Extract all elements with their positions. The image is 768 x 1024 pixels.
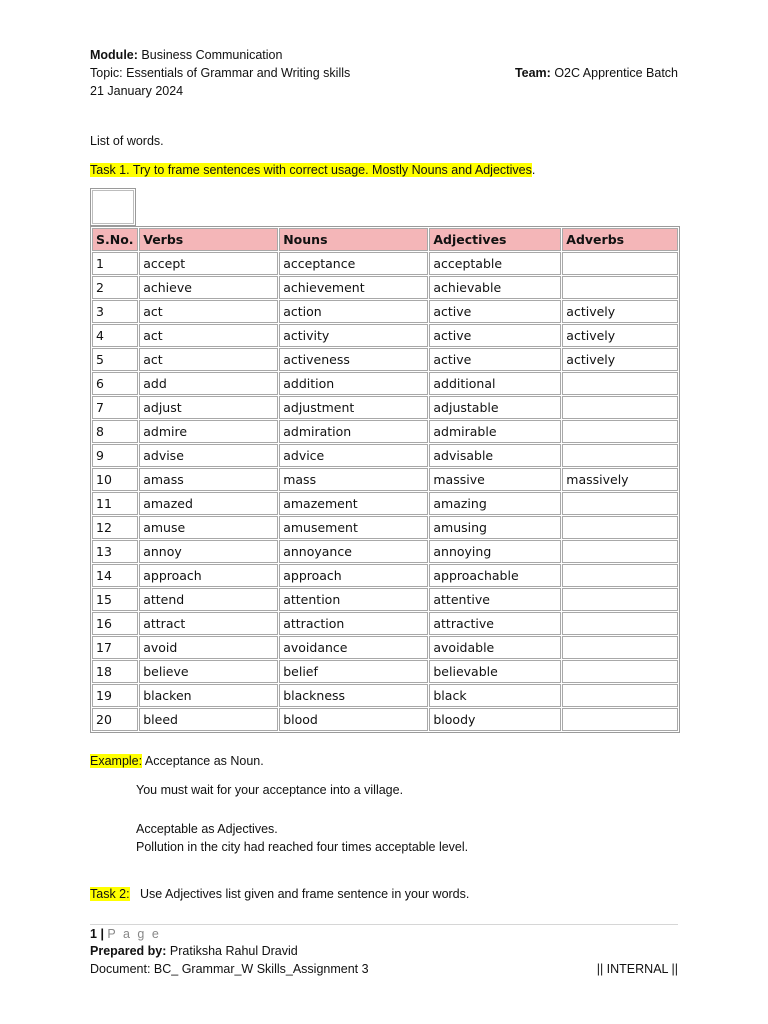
table-cell: amusing (429, 516, 561, 539)
table-cell: adjust (139, 396, 278, 419)
table-cell: additional (429, 372, 561, 395)
table-header-cell: Adverbs (562, 228, 678, 251)
table-cell: actively (562, 324, 678, 347)
table-cell: black (429, 684, 561, 707)
word-table (90, 226, 680, 733)
table-cell: approach (139, 564, 278, 587)
table-cell: amazing (429, 492, 561, 515)
example-text: Acceptance as Noun. (144, 754, 264, 768)
task1-text: Task 1. Try to frame sentences with correct usage. Mostly Nouns and Adjectives (90, 163, 532, 177)
example-line (90, 752, 264, 770)
page-word: P a g e (107, 927, 161, 941)
table-header-row (92, 228, 678, 251)
table-row (92, 276, 678, 299)
table-cell: attraction (279, 612, 428, 635)
table-cell: blood (279, 708, 428, 731)
table-row (92, 660, 678, 683)
table-cell: bleed (139, 708, 278, 731)
table-cell: 3 (92, 300, 138, 323)
table-cell: amazement (279, 492, 428, 515)
topic-team-line (90, 64, 678, 82)
task2-line (90, 885, 469, 903)
table-cell (562, 708, 678, 731)
task2-text: Use Adjectives list given and frame sentence in your words. (140, 887, 470, 901)
empty-table-cell (90, 188, 136, 226)
table-cell: massive (429, 468, 561, 491)
table-cell: accept (139, 252, 278, 275)
table-row (92, 612, 678, 635)
table-cell: avoidable (429, 636, 561, 659)
table-cell: approach (279, 564, 428, 587)
table-cell: adjustment (279, 396, 428, 419)
table-cell (562, 564, 678, 587)
table-row (92, 468, 678, 491)
table-cell: attend (139, 588, 278, 611)
example-line-2: Acceptable as Adjectives. (136, 822, 278, 836)
table-cell: belief (279, 660, 428, 683)
intro-text: List of words. (90, 134, 164, 148)
table-cell: activeness (279, 348, 428, 371)
table-cell: avoidance (279, 636, 428, 659)
table-cell: active (429, 348, 561, 371)
table-cell: approachable (429, 564, 561, 587)
table-cell: acceptable (429, 252, 561, 275)
table-cell (562, 588, 678, 611)
table-cell: 13 (92, 540, 138, 563)
table-cell: addition (279, 372, 428, 395)
table-cell: adjustable (429, 396, 561, 419)
table-cell: admirable (429, 420, 561, 443)
table-row (92, 684, 678, 707)
table-cell: amuse (139, 516, 278, 539)
table-cell: blackness (279, 684, 428, 707)
table-cell (562, 396, 678, 419)
table-cell: avoid (139, 636, 278, 659)
prepared-label: Prepared by: (90, 944, 167, 958)
table-cell: admire (139, 420, 278, 443)
table-cell: amass (139, 468, 278, 491)
table-cell: believe (139, 660, 278, 683)
table-cell: believable (429, 660, 561, 683)
table-cell (562, 420, 678, 443)
date-text: 21 January 2024 (90, 84, 184, 98)
module-line (90, 46, 678, 64)
table-row (92, 492, 678, 515)
table-row (92, 444, 678, 467)
table-cell: amazed (139, 492, 278, 515)
task1-period: . (531, 163, 536, 177)
table-cell (562, 540, 678, 563)
table-cell: advisable (429, 444, 561, 467)
table-cell: actively (562, 348, 678, 371)
example-label: Example: (90, 754, 143, 768)
table-cell: 2 (92, 276, 138, 299)
table-row (92, 300, 678, 323)
table-cell: 12 (92, 516, 138, 539)
table-header-cell: S.No. (92, 228, 138, 251)
team-label: Team: (514, 66, 551, 80)
table-cell (562, 372, 678, 395)
table-cell (562, 252, 678, 275)
classification-label: || INTERNAL || (596, 962, 678, 976)
table-cell (562, 276, 678, 299)
team-text (515, 64, 678, 82)
table-row (92, 540, 678, 563)
prepared-by-line (90, 942, 298, 960)
table-cell: 19 (92, 684, 138, 707)
table-header-cell: Verbs (139, 228, 278, 251)
table-cell: mass (279, 468, 428, 491)
table-cell (562, 684, 678, 707)
table-cell: active (429, 324, 561, 347)
table-cell: achieve (139, 276, 278, 299)
table-cell: attention (279, 588, 428, 611)
table-cell (562, 636, 678, 659)
table-cell: bloody (429, 708, 561, 731)
table-cell (562, 516, 678, 539)
table-cell: act (139, 348, 278, 371)
table-header-cell: Adjectives (429, 228, 561, 251)
footer-divider (90, 924, 678, 925)
table-row (92, 372, 678, 395)
table-cell: achievement (279, 276, 428, 299)
table-cell: add (139, 372, 278, 395)
table-cell: acceptance (279, 252, 428, 275)
table-cell: 11 (92, 492, 138, 515)
table-cell: admiration (279, 420, 428, 443)
table-cell: 17 (92, 636, 138, 659)
document-name: Document: BC_ Grammar_W Skills_Assignment 3 (90, 962, 369, 976)
task1-line (90, 161, 535, 179)
table-cell (562, 444, 678, 467)
table-cell (562, 492, 678, 515)
table-cell: 10 (92, 468, 138, 491)
task2-label: Task 2: (90, 887, 130, 901)
word-table-container (90, 188, 680, 733)
page-number (90, 925, 161, 943)
table-cell: 20 (92, 708, 138, 731)
table-cell: action (279, 300, 428, 323)
table-row (92, 252, 678, 275)
team-value: O2C Apprentice Batch (554, 66, 678, 80)
table-cell: annoying (429, 540, 561, 563)
table-cell: active (429, 300, 561, 323)
table-cell: 18 (92, 660, 138, 683)
table-cell: 14 (92, 564, 138, 587)
table-row (92, 396, 678, 419)
table-cell: 4 (92, 324, 138, 347)
prepared-value: Pratiksha Rahul Dravid (169, 944, 298, 958)
table-row (92, 636, 678, 659)
table-row (92, 516, 678, 539)
table-cell: annoy (139, 540, 278, 563)
table-header-cell: Nouns (279, 228, 428, 251)
example-sentence-2: Pollution in the city had reached four times acceptable level. (136, 840, 469, 854)
table-row (92, 348, 678, 371)
table-cell: 1 (92, 252, 138, 275)
table-cell: attentive (429, 588, 561, 611)
module-value: Business Communication (141, 48, 283, 62)
table-cell: attract (139, 612, 278, 635)
page-separator: | (100, 927, 104, 941)
table-cell: 5 (92, 348, 138, 371)
table-cell: advise (139, 444, 278, 467)
table-cell (562, 660, 678, 683)
table-cell: 15 (92, 588, 138, 611)
table-cell: attractive (429, 612, 561, 635)
table-cell: 9 (92, 444, 138, 467)
table-cell: massively (562, 468, 678, 491)
table-cell: annoyance (279, 540, 428, 563)
table-cell: achievable (429, 276, 561, 299)
table-cell: actively (562, 300, 678, 323)
table-cell: 7 (92, 396, 138, 419)
table-body (92, 252, 678, 731)
table-row (92, 588, 678, 611)
document-header (90, 46, 678, 100)
table-cell: amusement (279, 516, 428, 539)
example-sentence-1: You must wait for your acceptance into a village. (136, 783, 404, 797)
table-row (92, 420, 678, 443)
topic-text: Topic: Essentials of Grammar and Writing skills (90, 66, 351, 80)
table-row (92, 564, 678, 587)
table-cell: act (139, 300, 278, 323)
page-num: 1 (90, 927, 97, 941)
table-cell: 8 (92, 420, 138, 443)
table-cell: act (139, 324, 278, 347)
table-row (92, 708, 678, 731)
table-cell: advice (279, 444, 428, 467)
table-row (92, 324, 678, 347)
table-cell (562, 612, 678, 635)
table-cell: activity (279, 324, 428, 347)
table-cell: blacken (139, 684, 278, 707)
document-footer-line (90, 960, 678, 978)
table-cell: 6 (92, 372, 138, 395)
table-cell: 16 (92, 612, 138, 635)
module-label: Module: (90, 48, 138, 62)
